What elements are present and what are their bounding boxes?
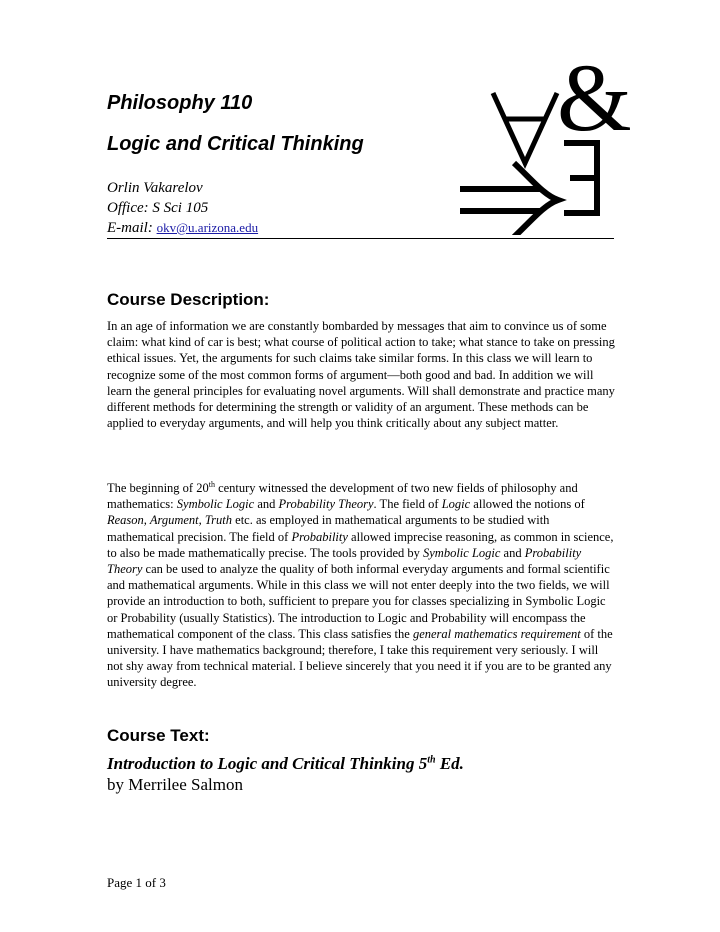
course-name: Logic and Critical Thinking: [107, 133, 364, 155]
office-location: Office: S Sci 105: [107, 200, 209, 216]
header-divider: [107, 238, 614, 239]
description-paragraph-1: In an age of information we are constantly bombarded by messages that aim to convince us of some claim: what kind of car is best; what course of political action to take; what stance to take on pressing ethical issues. Yet, the arguments for such claims take similar forms. In this class we will learn to recognize some of the most common forms of argument—both good and bad. In addition we will learn the general principles for evaluating novel arguments. Will shall demonstrate and practice many different methods for determining the strength or validity of an argument. These methods can be applied to everyday arguments, and will help you think critically about any subject matter.: [107, 319, 615, 431]
email-link[interactable]: okv@u.arizona.edu: [156, 220, 259, 235]
for-all-icon: [493, 93, 557, 163]
book-author: by Merrilee Salmon: [107, 775, 243, 794]
page-number: Page 1 of 3: [107, 875, 166, 890]
ampersand-icon: &: [557, 55, 632, 151]
section-heading-description: Course Description:: [107, 290, 270, 309]
email-line: [107, 220, 258, 237]
email-label: E-mail:: [107, 220, 153, 236]
description-paragraph-2: The beginning of 20th century witnessed the development of two new fields of philosophy and mathematics: Symbolic Logic and Probability Theory. The field of Logic allowed the notions of Reason, Argument, Truth etc. as employed in mathematical arguments to be studied with mathematical precision. The field of Probability allowed imprecise reasoning, as common in science, to also be made mathematically precise. The tools provided by Symbolic Logic and Probability Theory can be used to analyze the quality of both informal everyday arguments and formal scientific and mathematical arguments. While in this class we will not enter deeply into the two fields, we will provide an introduction to both, sufficient to prepare you for classes specializing in Symbolic Logic or Probability (usually Statistics). The introduction to Logic and Probability will encompass the mathematical component of the class. This class satisfies the general mathematics requirement of the university. I have mathematics background; therefore, I take this requirement very seriously. I will not shy away from technical material. I believe sincerely that you need it if you are to be granted any university degree.: [107, 479, 614, 690]
logic-symbols-logo: [452, 55, 642, 235]
book-title: Introduction to Logic and Critical Thinking 5th Ed.: [107, 754, 464, 773]
implies-icon: [460, 163, 558, 235]
instructor-name: Orlin Vakarelov: [107, 180, 203, 196]
section-heading-course-text: Course Text:: [107, 726, 210, 745]
logo: [452, 55, 642, 235]
exists-icon: [564, 143, 597, 213]
course-number: Philosophy 110: [107, 92, 253, 114]
